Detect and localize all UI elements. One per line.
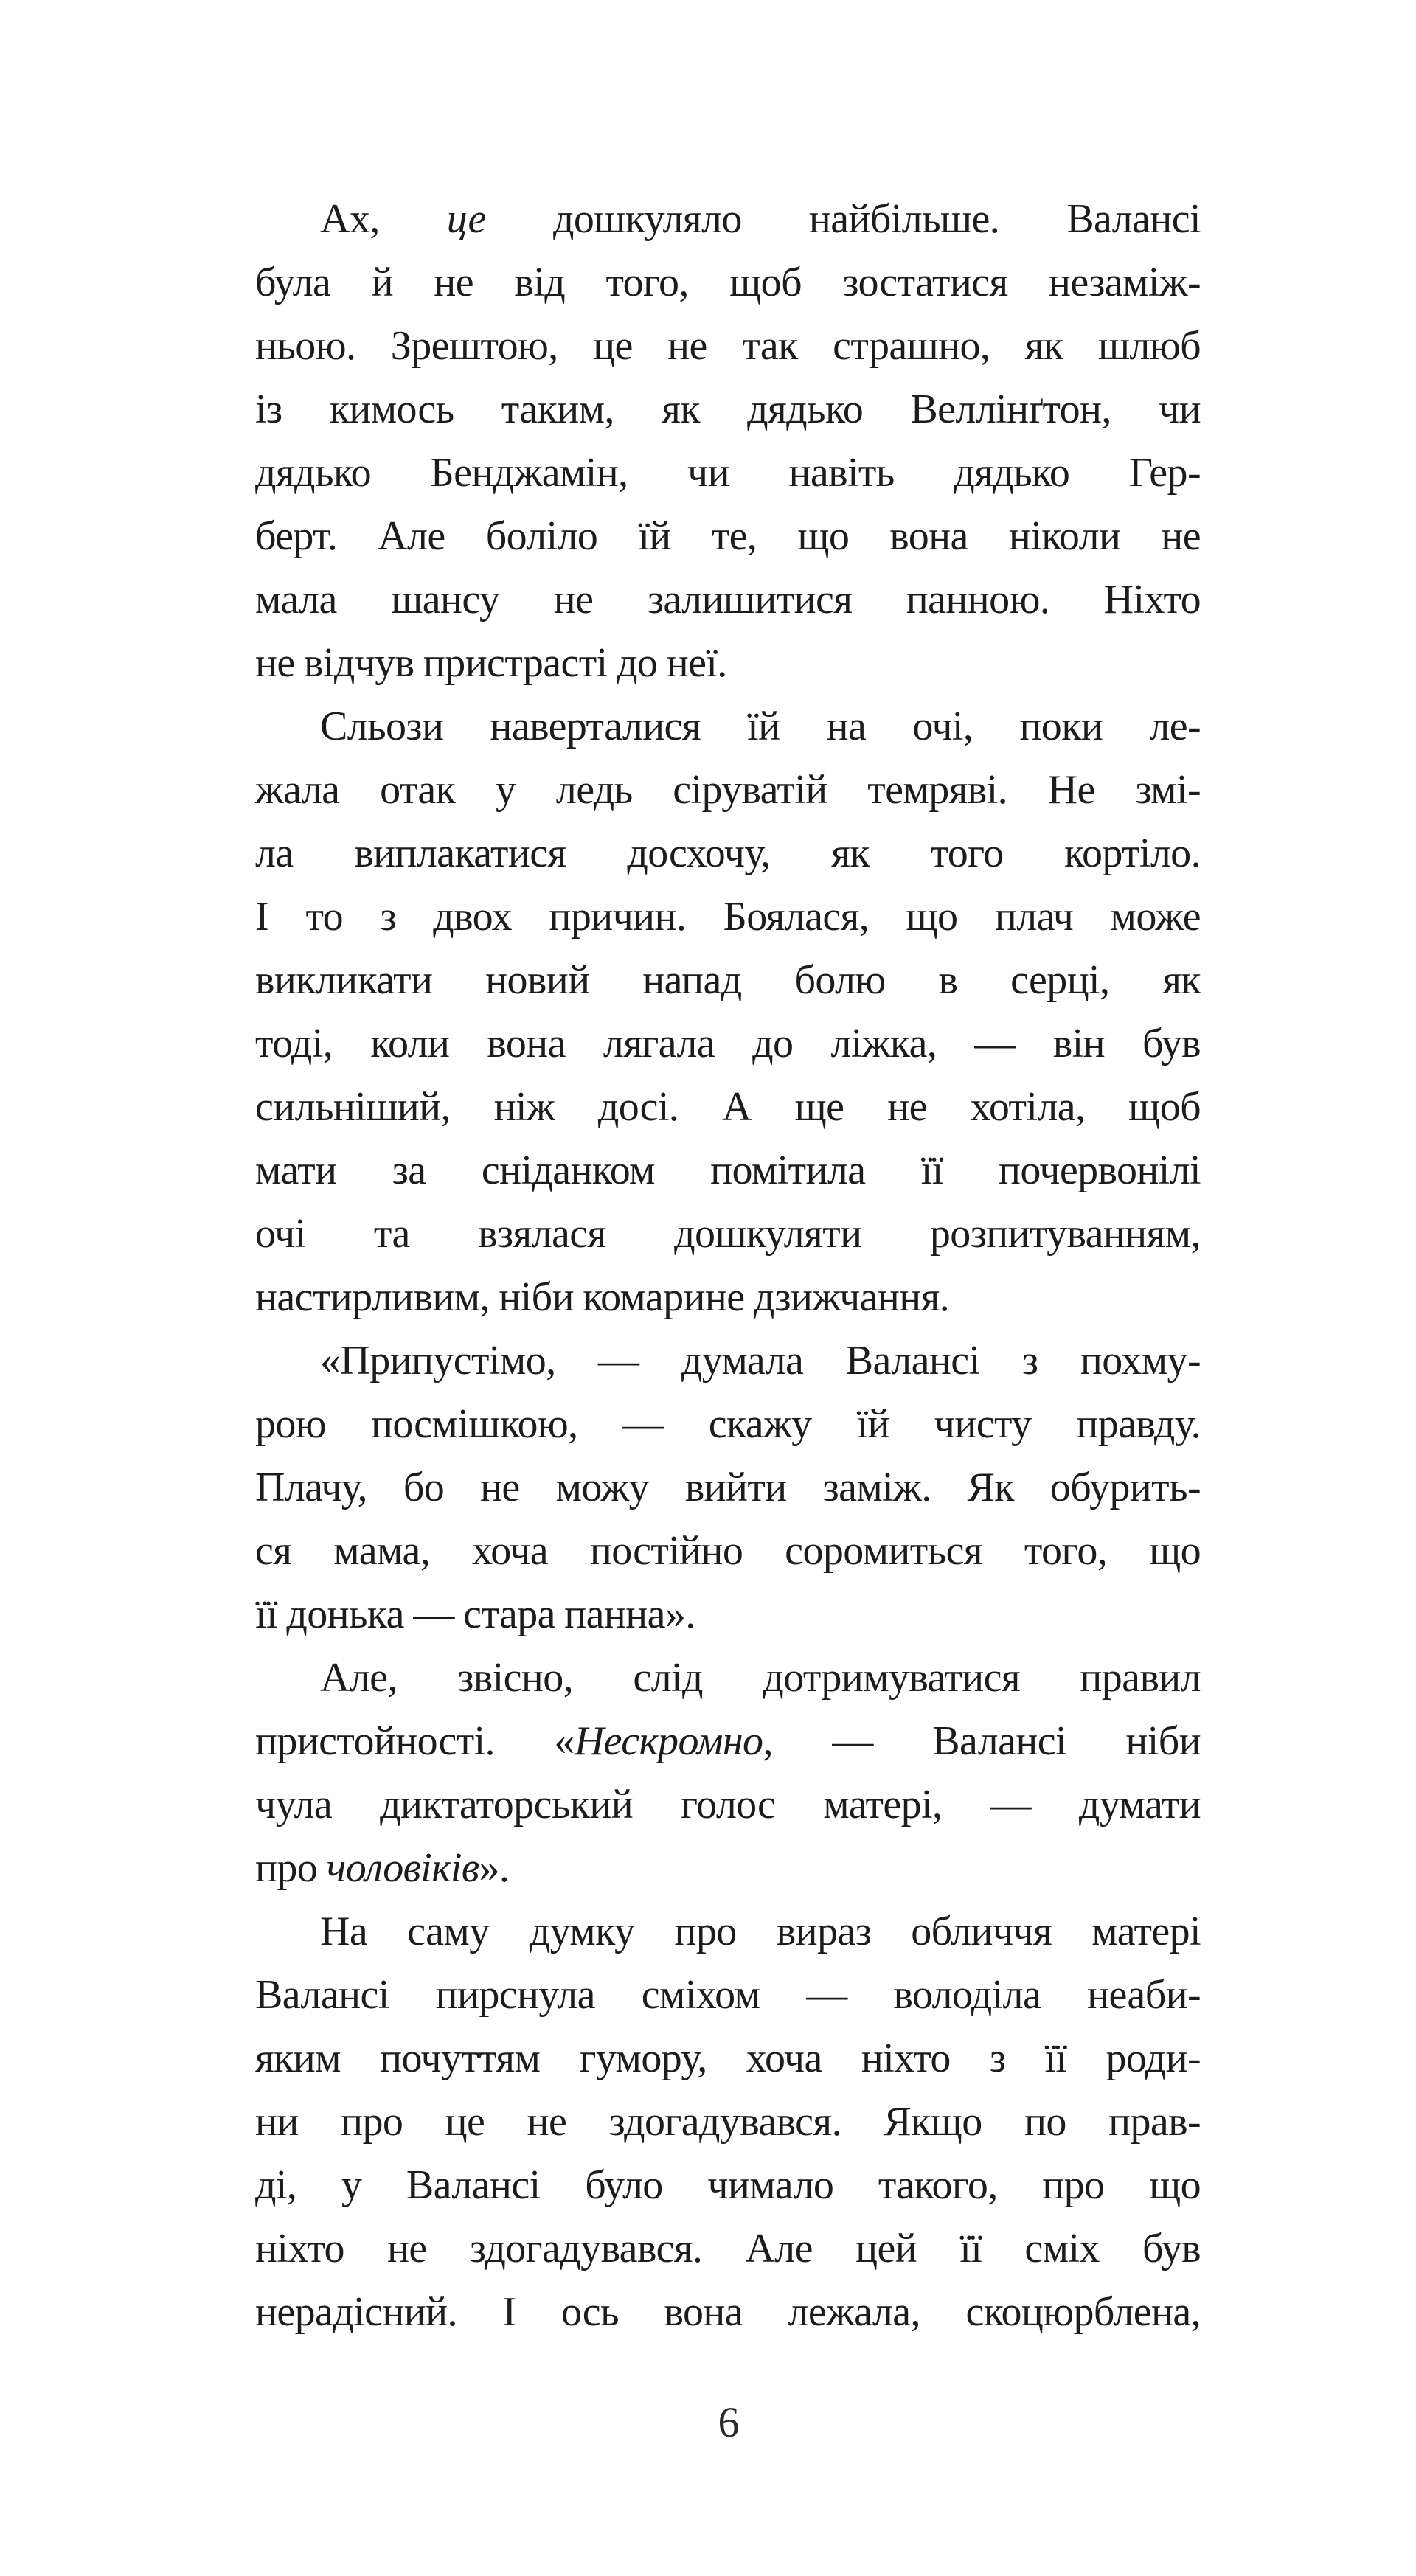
text-line: І то з двох причин. Боялася, що плач може [255,894,1201,940]
text-line: ньою. Зрештою, це не так страшно, як шлюб [255,323,1201,369]
text-line: Сльози наверталися їй на очі, поки ле- [320,704,1201,749]
text-line: Але, звісно, слід дотримуватися правил [320,1655,1201,1701]
text-line: жала отак у ледь сіруватій темряві. Не змі- [255,767,1201,813]
text-line: «Припустімо, — думала Валансі з похму- [320,1338,1201,1384]
text-line: про чоловіків». [255,1845,510,1891]
page-number: 6 [718,2398,740,2446]
text-line: дядько Бенджамін, чи навіть дядько Гер- [255,450,1201,496]
text-line: рою посмішкою, — скажу їй чисту правду. [255,1401,1201,1447]
text-line: ни про це не здогадувався. Якщо по прав- [255,2099,1201,2145]
text-line: ніхто не здогадувався. Але цей її сміх був [255,2226,1201,2271]
text-line: мати за сніданком помітила її почервонілі [255,1148,1201,1193]
text-line: Ах, це дошкуляло найбільше. Валансі [320,196,1201,242]
text-line: викликати новий напад болю в серці, як [255,957,1201,1003]
text-line: берт. Але боліло їй те, що вона ніколи не [255,513,1201,559]
text-line: На саму думку про вираз обличчя матері [320,1909,1201,1954]
text-line: із кимось таким, як дядько Веллінґтон, чи [255,386,1201,432]
text-line: настирливим, ніби комарине дзижчання. [255,1274,950,1320]
text-line: ла виплакатися досхочу, як того кортіло. [255,830,1201,876]
text-line: ся мама, хоча постійно соромиться того, що [255,1528,1201,1574]
text-line: тоді, коли вона лягала до ліжка, — він був [255,1021,1201,1066]
text-line: очі та взялася дошкуляти розпитуванням, [255,1211,1201,1257]
text-line: Валансі пирснула сміхом — володіла неаби- [255,1972,1201,2018]
text-line: сильніший, ніж досі. А ще не хотіла, щоб [255,1084,1201,1130]
text-line: яким почуттям гумору, хоча ніхто з її роди- [255,2035,1201,2081]
text-line: пристойності. «Нескромно, — Валансі ніби [255,1718,1201,1764]
text-line: не відчув пристрасті до неї. [255,640,727,686]
text-line: мала шансу не залишитися панною. Ніхто [255,577,1201,622]
text-line: ді, у Валансі було чимало такого, про що [255,2162,1201,2208]
text-line: була й не від того, щоб зостатися незаміж- [255,260,1201,305]
body-text [255,187,1201,2344]
text-line: чула диктаторський голос матері, — думати [255,1782,1201,1827]
text-line: Плачу, бо не можу вийти заміж. Як обурить- [255,1465,1201,1510]
text-line: нерадісний. І ось вона лежала, скоцюрблена, [255,2289,1201,2335]
text-line: її донька — стара панна». [255,1591,695,1637]
